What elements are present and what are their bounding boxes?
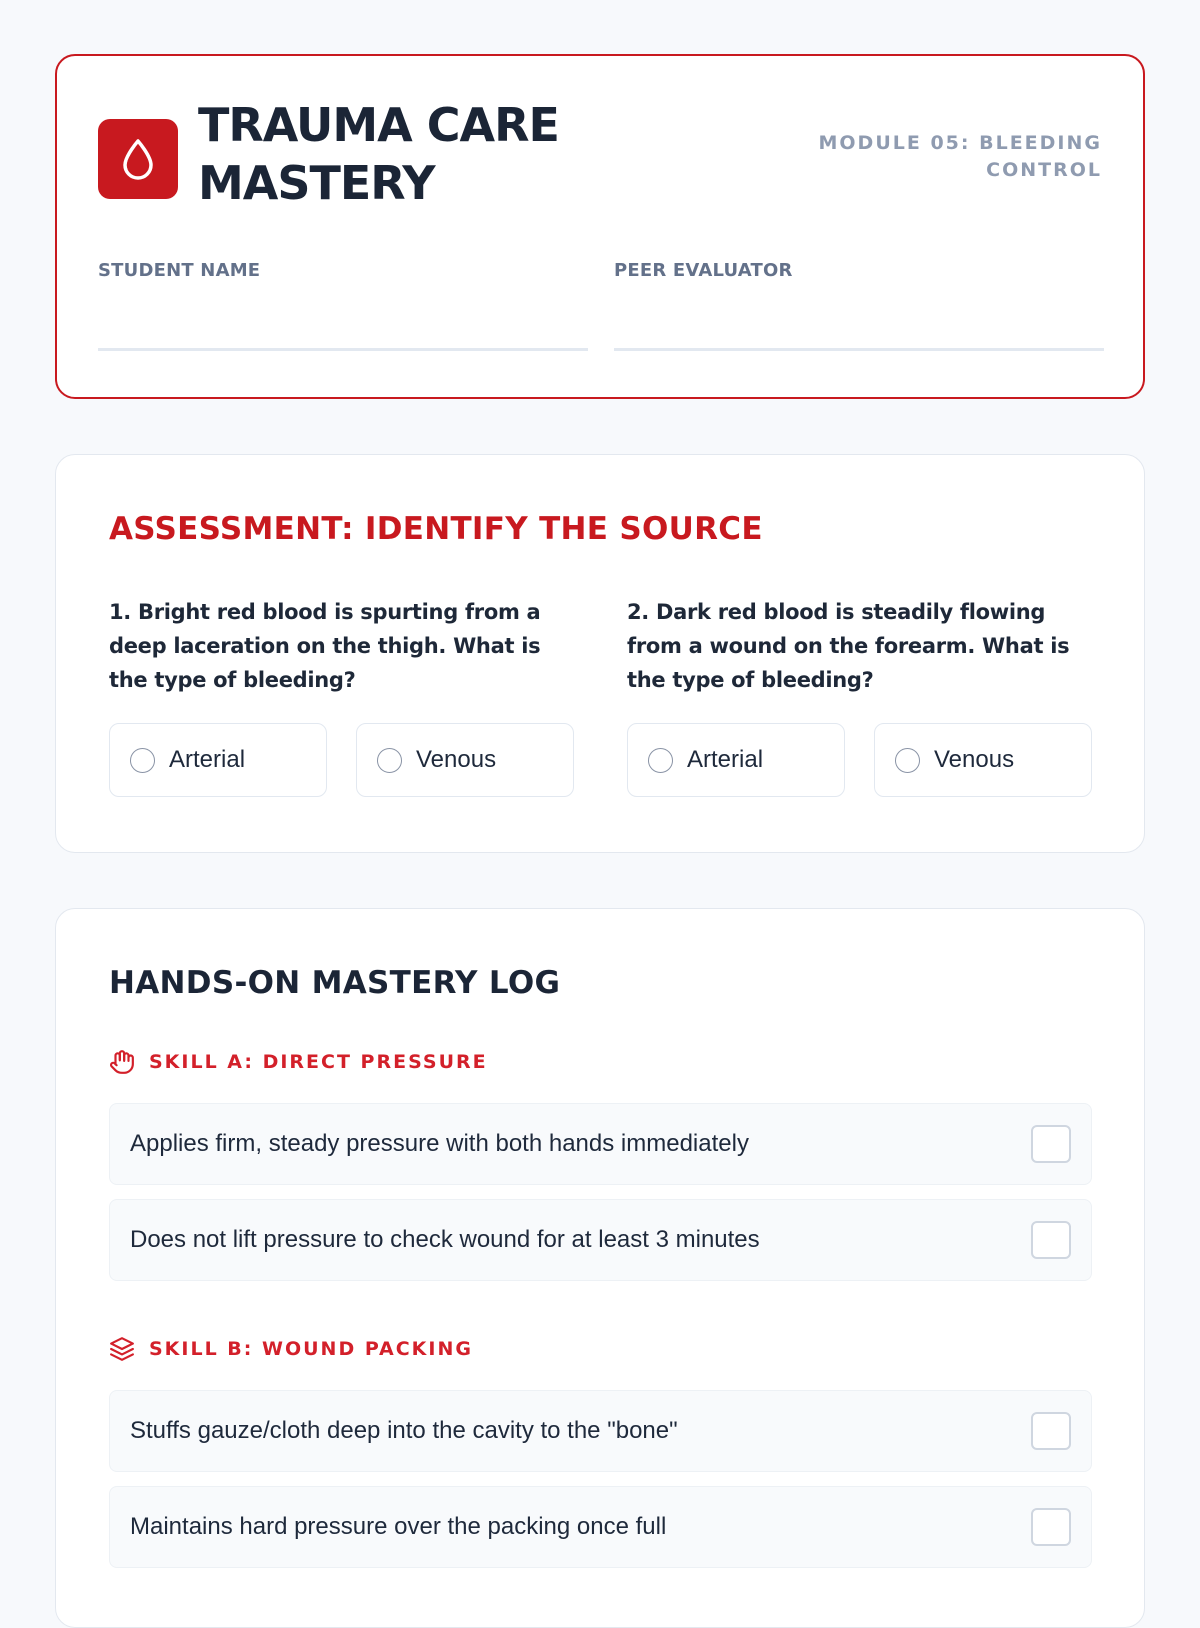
q1-option-arterial[interactable] xyxy=(109,723,327,797)
checklist-item-text: Applies firm, steady pressure with both hands immediately xyxy=(130,1130,749,1157)
skill-a-heading xyxy=(109,1049,488,1075)
app-title: TRAUMA CARE MASTERY xyxy=(198,98,559,210)
question-1: 1. Bright red blood is spurting from a deep laceration on the thigh. What is the type of bleeding? xyxy=(109,600,541,692)
layers-icon xyxy=(109,1336,135,1362)
checklist-item-text: Does not lift pressure to check wound for at least 3 minutes xyxy=(130,1226,760,1253)
student-name-label: STUDENT NAME xyxy=(98,260,261,281)
skill-b-heading xyxy=(109,1336,473,1362)
header-card xyxy=(55,54,1145,399)
radio-icon[interactable] xyxy=(895,748,920,773)
mastery-log-title: HANDS-ON MASTERY LOG xyxy=(109,965,561,1001)
option-label: Venous xyxy=(416,746,497,773)
radio-icon[interactable] xyxy=(648,748,673,773)
peer-evaluator-input[interactable] xyxy=(614,296,1104,351)
checklist-item-text: Maintains hard pressure over the packing once full xyxy=(130,1513,667,1540)
skill-a-label: SKILL A: DIRECT PRESSURE xyxy=(149,1051,488,1073)
assessment-title: ASSESSMENT: IDENTIFY THE SOURCE xyxy=(109,511,763,547)
checklist-item-text: Stuffs gauze/cloth deep into the cavity to the "bone" xyxy=(130,1417,678,1444)
checklist-item[interactable] xyxy=(109,1486,1092,1568)
option-label: Venous xyxy=(934,746,1015,773)
checkbox[interactable] xyxy=(1031,1221,1071,1259)
module-label: MODULE 05: BLEEDING CONTROL xyxy=(818,132,1102,181)
question-2: 2. Dark red blood is steadily flowing from a wound on the forearm. What is the type of bleeding? xyxy=(627,600,1070,692)
checklist-item[interactable] xyxy=(109,1199,1092,1281)
checkbox[interactable] xyxy=(1031,1125,1071,1163)
q2-option-arterial[interactable] xyxy=(627,723,845,797)
radio-icon[interactable] xyxy=(377,748,402,773)
peer-evaluator-label: PEER EVALUATOR xyxy=(614,260,793,281)
mastery-log-card xyxy=(55,908,1145,1628)
checklist-item[interactable] xyxy=(109,1390,1092,1472)
checkbox[interactable] xyxy=(1031,1412,1071,1450)
option-label: Arterial xyxy=(169,746,246,773)
option-label: Arterial xyxy=(687,746,764,773)
q1-option-venous[interactable] xyxy=(356,723,574,797)
q2-option-venous[interactable] xyxy=(874,723,1092,797)
hand-icon xyxy=(109,1049,135,1075)
student-name-input[interactable] xyxy=(98,296,588,351)
checkbox[interactable] xyxy=(1031,1508,1071,1546)
blood-drop-icon xyxy=(98,119,178,199)
skill-b-label: SKILL B: WOUND PACKING xyxy=(149,1338,473,1360)
radio-icon[interactable] xyxy=(130,748,155,773)
assessment-card xyxy=(55,454,1145,853)
checklist-item[interactable] xyxy=(109,1103,1092,1185)
